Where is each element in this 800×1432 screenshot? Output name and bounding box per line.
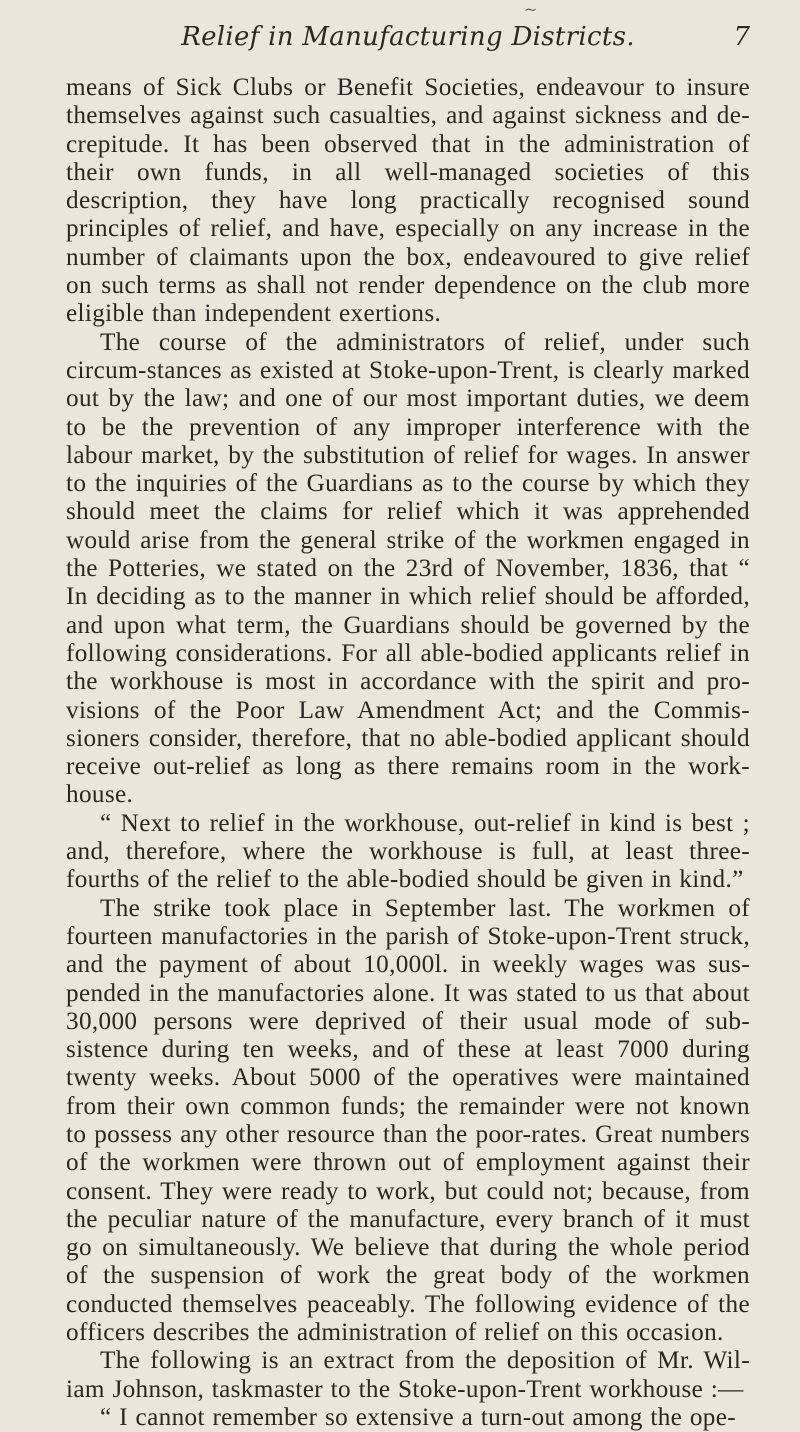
body-text bbox=[66, 74, 750, 1432]
paragraph-3: “ Next to relief in the workhouse, out-relief in kind is best ; and, therefore, where the workhouse is full, at least three-fourths of the relief to the able-bodied should be given in kind.” bbox=[66, 809, 750, 894]
running-title: Relief in Manufacturing Districts. bbox=[181, 22, 635, 52]
running-header bbox=[66, 0, 750, 74]
paragraph-4: The strike took place in September last. The workmen of fourteen manufactories in the parish of Stoke-upon-Trent struck, and the payment of about 10,000l. in weekly wages was sus-pended in the manufactories alone. It was stated to us that about 30,000 persons were deprived of their usual mode of sub-sistence during ten weeks, and of these at least 7000 during twenty weeks. About 5000 of the operatives were maintained from their own common funds; the remainder were not known to possess any other resource than the poor-rates. Great numbers of the workmen were thrown out of employment against their consent. They were ready to work, but could not; because, from the peculiar nature of the manufacture, every branch of it must go on simultaneously. We believe that during the whole period of the suspension of work the great body of the workmen conducted themselves peaceably. The following evidence of the officers describes the administration of relief on this occasion. bbox=[66, 894, 750, 1347]
page-number: 7 bbox=[733, 22, 750, 52]
paragraph-1: means of Sick Clubs or Benefit Societies, endeavour to insure themselves against such casualties, and against sickness and de-crepitude. It has been observed that in the administration of their own funds, in all well-managed societies of this description, they have long practically recognised sound principles of relief, and have, especially on any increase in the number of claimants upon the box, endeavoured to give relief on such terms as shall not render dependence on the club more eligible than independent exertions. bbox=[66, 74, 750, 328]
header-mark: ~ bbox=[524, 0, 538, 19]
paragraph-6: “ I cannot remember so extensive a turn-out among the ope- bbox=[100, 1403, 736, 1431]
paragraph-5: The following is an extract from the deposition of Mr. Wil-iam Johnson, taskmaster to the Stoke-upon-Trent workhouse :— bbox=[66, 1347, 750, 1403]
paragraph-2: The course of the administrators of relief, under such circum-stances as existed at Stoke-upon-Trent, is clearly marked out by the law; and one of our most important duties, we deem to be the prevention of any improper interference with the labour market, by the substitution of relief for wages. In answer to the inquiries of the Guardians as to the course by which they should meet the claims for relief which it was apprehended would arise from the general strike of the workmen engaged in the Potteries, we stated on the 23rd of November, 1836, that “ In deciding as to the manner in which relief should be afforded, and upon what term, the Guardians should be governed by the following considerations. For all able-bodied applicants relief in the workhouse is most in accordance with the spirit and pro-visions of the Poor Law Amendment Act; and the Commis-sioners consider, therefore, that no able-bodied applicant should receive out-relief as long as there remains room in the work-house. bbox=[66, 328, 750, 809]
